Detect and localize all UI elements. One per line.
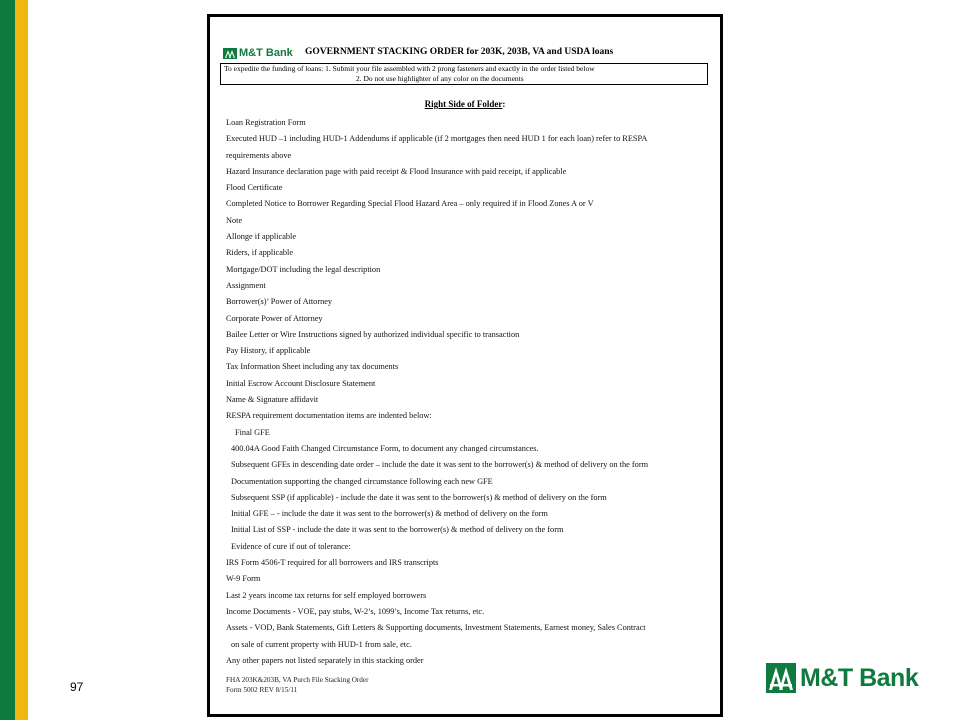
list-item: Last 2 years income tax returns for self employed borrowers (226, 590, 427, 600)
left-gold-stripe (15, 0, 28, 720)
list-item: IRS Form 4506-T required for all borrowers and IRS transcripts (226, 558, 439, 568)
section-title-text: Right Side of Folder (424, 99, 503, 109)
instruction-line-2: 2. Do not use highlighter of any color on the documents (356, 74, 524, 83)
list-item-continuation: on sale of current property with HUD-1 from sale, etc. (231, 639, 412, 649)
list-item: Income Documents - VOE, pay stubs, W-2’s, 1099’s, Income Tax returns, etc. (226, 606, 485, 616)
list-item: Borrower(s)’ Power of Attorney (226, 297, 333, 307)
instruction-line-1: To expedite the funding of loans: 1. Submit your file assembled with 2 prong fasteners and exactly in the order listed below (224, 64, 595, 73)
left-green-stripe (0, 0, 15, 720)
section-title-suffix: : (502, 99, 506, 109)
document-title: GOVERNMENT STACKING ORDER for 203K, 203B, VA and USDA loans (305, 47, 614, 57)
list-item: Bailee Letter or Wire Instructions signed by authorized individual specific to transaction (226, 329, 520, 339)
mt-bank-logo-icon (766, 663, 796, 693)
list-item: W-9 Form (226, 574, 261, 584)
list-item: Tax Information Sheet including any tax documents (226, 362, 399, 372)
list-item: Allonge if applicable (226, 232, 297, 242)
brand-name: M&T Bank (800, 663, 919, 692)
document-footer (226, 675, 369, 695)
list-item-indented: Initial List of SSP - include the date it was sent to the borrower(s) & method of delivery on the form (231, 525, 564, 535)
list-item: Corporate Power of Attorney (226, 313, 323, 323)
document-logo (223, 47, 293, 59)
list-item: Name & Signature affidavit (226, 395, 319, 405)
list-item-indented: Final GFE (235, 427, 270, 437)
list-item: Executed HUD –1 including HUD-1 Addendums if applicable (if 2 mortgages then need HUD 1 for each loan) refer to RESPA (226, 134, 648, 144)
stacking-list (226, 115, 716, 669)
list-item-indented: Subsequent GFEs in descending date order – include the date it was sent to the borrower(s) & method of delivery on the form (231, 460, 649, 470)
list-item: requirements above (226, 150, 292, 160)
list-item: Loan Registration Form (226, 118, 306, 127)
list-item: Hazard Insurance declaration page with paid receipt & Flood Insurance with paid receipt, if applicable (226, 166, 567, 176)
footer-line-1: FHA 203K&203B, VA Purch File Stacking Order (226, 676, 369, 684)
list-item: Completed Notice to Borrower Regarding Special Flood Hazard Area – only required if in Flood Zones A or V (226, 199, 594, 209)
brand-logo (766, 663, 918, 693)
list-item-indented: Evidence of cure if out of tolerance: (231, 541, 351, 551)
list-item: Assets - VOD, Bank Statements, Gift Letters & Supporting documents, Investment Statements, Earnest money, Sales Contract (226, 623, 646, 633)
list-item: Riders, if applicable (226, 248, 294, 258)
list-item-indented: 400.04A Good Faith Changed Circumstance Form, to document any changed circumstances. (231, 443, 539, 453)
document-logo-text: M&T Bank (239, 47, 293, 59)
mt-bank-logo-icon (223, 48, 237, 59)
list-item: Any other papers not listed separately in this stacking order (226, 655, 424, 665)
list-item: Note (226, 215, 243, 225)
list-item-indented: Initial GFE – - include the date it was sent to the borrower(s) & method of delivery on the form (231, 509, 548, 519)
footer-line-2: Form 5002 REV 8/15/11 (226, 686, 298, 694)
list-item-indented: Documentation supporting the changed circumstance following each new GFE (231, 476, 493, 486)
list-item-indented: Subsequent SSP (if applicable) - include the date it was sent to the borrower(s) & method of delivery on the form (231, 492, 607, 502)
list-item: Assignment (226, 280, 266, 290)
list-item: RESPA requirement documentation items are indented below: (226, 411, 432, 421)
list-item: Mortgage/DOT including the legal description (226, 264, 381, 274)
list-item: Initial Escrow Account Disclosure Statement (226, 378, 376, 388)
page-number: 97 (70, 680, 84, 694)
instructions-box (220, 63, 708, 85)
document-header (223, 47, 713, 61)
list-item: Flood Certificate (226, 183, 283, 193)
section-title (210, 99, 720, 109)
stacking-order-document (207, 14, 723, 717)
list-item: Pay History, if applicable (226, 346, 311, 356)
